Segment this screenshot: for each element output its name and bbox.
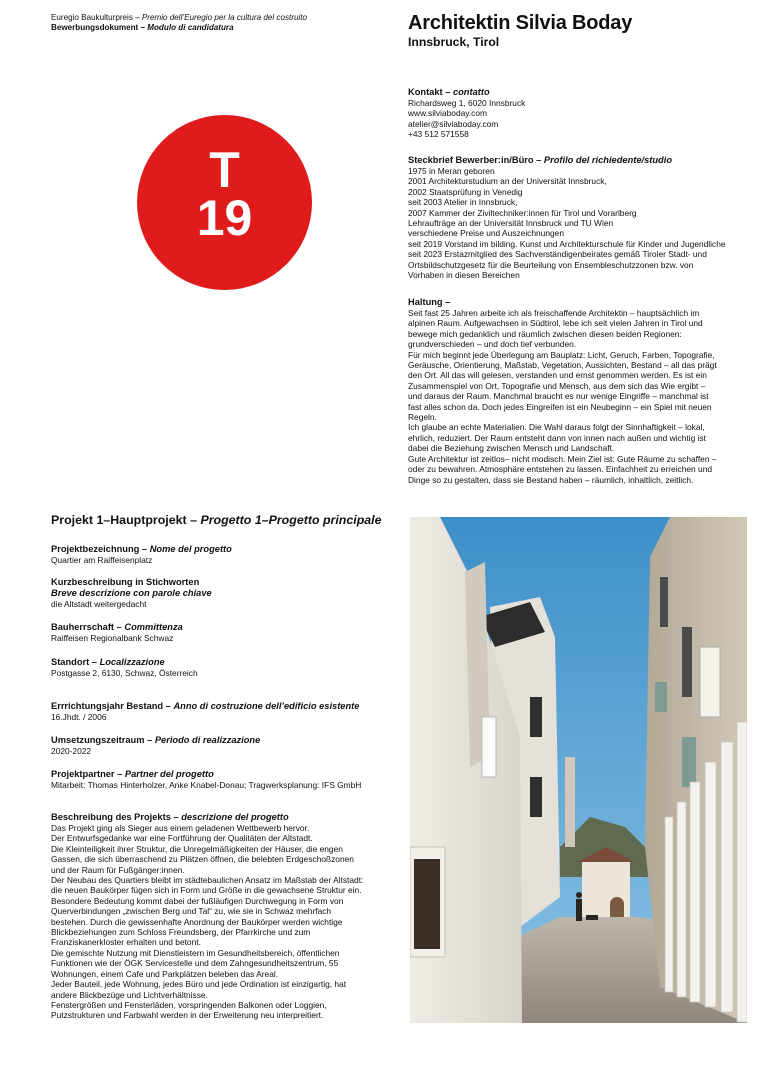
attitude-line: bewege mich gedanklich und räumlich zwischen diesen beiden Regionen: [408, 328, 682, 339]
description-line: Die gemischte Nutzung mit Dienstleistern im Gesundheitsbereich, öffentlichen [51, 947, 340, 958]
profile-line: 2007 Kammer der Ziviltechniker:innen für Tirol und Vorarlberg [408, 207, 637, 218]
description-line: Fenstergrößen und Fensterläden, vorspringenden Balkonen oder Loggien, [51, 999, 327, 1010]
attitude-heading: Haltung – [408, 297, 451, 307]
description-line: die neuen Baukörper fügen sich in Form und Größe in die gewachsene Struktur ein. [51, 885, 362, 896]
description-line: Franziskanerkloster erhalten und betont. [51, 937, 201, 948]
description-lines [51, 823, 401, 1021]
attitude-line: alpinen Raum. Aufgewachsen in Südtirol, lebe ich seit vielen Jahren in Tirol und [408, 318, 703, 329]
field-label-italian: Periodo di realizzazione [154, 735, 261, 745]
description-line: Blickbeziehungen zum Schloss Freundsberg, der Pfarrkirche und zum [51, 927, 311, 938]
award-name-italian: – Premio dell’Euregio per la cultura del costruito [135, 13, 307, 22]
field-value: Raiffeisen Regionalbank Schwaz [51, 633, 174, 643]
attitude-line: Zusammenspiel von Ort, Topografie und Mensch, aus dem sich das Wie ergibt – [408, 380, 706, 391]
description-line: Der Entwurfsgedanke war eine Fortführung der Qualitäten der Altstadt. [51, 833, 313, 844]
profile-line: 1975 in Meran geboren [408, 166, 495, 176]
award-line [51, 13, 381, 23]
profile-line: Lehraufträge an der Universität Innsbruck und TU Wien [408, 218, 614, 229]
contact-phone: +43 512 571558 [408, 129, 469, 140]
field-location [51, 657, 401, 678]
project-photo [410, 517, 747, 1023]
field-label-italian: Committenza [124, 622, 183, 632]
profile-lines [408, 166, 753, 280]
field-label-italian: descrizione del progetto [181, 812, 289, 822]
field-value: Quartier am Raiffeisenplatz [51, 555, 153, 565]
description-line: Der Neubau des Quartiers bleibt im städtebaulichen Ansatz im Maßstab der Altstadt: [51, 875, 364, 886]
field-label: Projektpartner – [51, 769, 123, 779]
field-value: 16.Jhdt. / 2006 [51, 712, 107, 722]
attitude-line: Ich glaube an echte Materialien. Die Wahl daraus folgt der Sinnhaftigkeit – lokal, [408, 422, 705, 433]
field-label: Umsetzungszeitraum – [51, 735, 153, 745]
header-left [51, 13, 381, 34]
field-label: Beschreibung des Projekts – [51, 812, 179, 822]
contact-website: www.silviaboday.com [408, 108, 487, 119]
field-value: 2020-2022 [51, 746, 92, 756]
profile-line: seit 2023 Erstazmitglied des Sachverständigenbeirates gemäß Tiroler Stadt- und [408, 249, 707, 260]
description-line: andere Blickbezüge und Lichtverhältnisse. [51, 989, 208, 1000]
attitude-line: grundverschieden – und doch tief verbunden. [408, 339, 577, 350]
contact-heading-de: Kontakt – [408, 87, 451, 97]
project-title-de: Projekt 1–Hauptprojekt – [51, 513, 197, 527]
profile-heading-it: Profilo del richiedente/studio [543, 155, 672, 165]
field-label: Errrichtungsjahr Bestand – [51, 701, 171, 711]
attitude-line: den Ort. All das will gelesen, verstanden und ernst genommen werden. Es ist ein [408, 370, 707, 381]
field-label: Projektbezeichnung – [51, 544, 148, 554]
document-type-line [51, 23, 381, 33]
attitude-line: und daraus der Raum. Manchmal braucht es nur wenige Eingriffe – manchmal ist [408, 391, 709, 402]
field-label-italian: Anno di costruzione dell’edificio esistente [173, 701, 360, 711]
field-label: Standort – [51, 657, 97, 667]
description-line: Das Projekt ging als Sieger aus einem geladenen Wettbewerb hervor. [51, 823, 310, 833]
description-line: Jeder Bauteil, jede Wohnung, jedes Büro und jede Ordination ist einzigartig, hat [51, 979, 347, 990]
profile-heading [408, 155, 753, 166]
attitude-line: Gute Architektur ist zeitlos– nicht modisch. Mein Ziel ist: Gute Räume zu schaffen – [408, 453, 717, 464]
attitude-line: Dinge so zu gestalten, dass sie Bestand haben – räumlich, inhaltlich, zeitlich. [408, 474, 694, 485]
description-line: Querverbindungen „zwischen Berg und Tal“ zu, wie sie in Schwaz mehrfach [51, 906, 332, 917]
header-right [408, 12, 748, 50]
field-project-description [51, 812, 401, 1021]
badge-number: 19 [196, 190, 253, 246]
attitude-section [408, 297, 753, 485]
profile-section [408, 155, 753, 280]
field-construction-year [51, 701, 401, 722]
field-short-description [51, 577, 401, 609]
profile-line: 2001 Architekturstudium an der Universität Innsbruck, [408, 176, 607, 187]
attitude-line: dabei die Beziehung zwischen Mensch und Landschaft. [408, 443, 615, 454]
contact-section [408, 87, 753, 140]
description-line: Funktionen wie der ÖGK Servicestelle und dem Zahngesundheitszentrum, 55 [51, 958, 339, 969]
attitude-line: Seit fast 25 Jahren arbeite ich als freischaffende Architektin – hauptsächlich im [408, 308, 700, 318]
field-label-italian: Partner del progetto [124, 769, 214, 779]
description-line: Die Kleinteiligkeit ihrer Struktur, die Unregelmäßigkeiten der Häuser, die engen [51, 843, 343, 854]
description-line: Wohnungen, einem Cafe und Parkplätzen beleben das Areal. [51, 968, 279, 979]
attitude-line: fast alles schon da. Doch jedes Eingreifen ist ein Neubeginn – ein Spiel mit neuen [408, 401, 712, 412]
page-subtitle: Innsbruck, Tirol [408, 35, 500, 49]
project-title [51, 513, 382, 528]
contact-lines [408, 98, 753, 140]
profile-line: seit 2003 Atelier in Innsbruck, [408, 197, 518, 208]
attitude-lines [408, 308, 753, 485]
field-label-italian: Nome del progetto [149, 544, 232, 554]
document-type: Bewerbungsdokument [51, 23, 139, 33]
attitude-line: ehrlich, reduziert. Der Raum entsteht dann von innen nach außen und wichtig ist [408, 432, 706, 443]
field-label-italian: Localizzazione [99, 657, 165, 667]
field-label: Bauherrschaft – [51, 622, 122, 632]
award-name: Euregio Baukulturpreis [51, 13, 133, 22]
description-line: Besondere Bedeutung kommt dabei der fußläufigen Durchwegung in Form von [51, 895, 344, 906]
field-value: Mitarbeit: Thomas Hinterholzer, Anke Knabel-Donau; Tragwerksplanung: IFS GmbH [51, 780, 362, 790]
attitude-line: Regeln. [408, 412, 437, 423]
field-label-italian: Breve descrizione con parole chiave [51, 588, 212, 598]
field-realization-period [51, 735, 401, 756]
profile-line: verschiedene Preise und Auszeichnungen [408, 228, 564, 239]
contact-heading-it: contatto [452, 87, 490, 97]
attitude-line: oder zu bewahren. Atmosphäre entstehen zu lassen. Einfachheit zu erreichen und [408, 464, 713, 475]
page-title: Architektin Silvia Boday [408, 12, 633, 34]
profile-line: Ortsbildschutzgesetz für die Beurteilung von Ensembleschutzzonen bzw. von [408, 259, 694, 270]
profile-line: 2002 Staatsprüfung in Venedig [408, 186, 523, 197]
description-line: bestehen. Durch die gewissenhafte Anordnung der Baukörper werden wichtige [51, 916, 343, 927]
attitude-line: Geräusche, Orientierung, Maßstab, Vegetation, Aussichten, Bestand – all das prägt [408, 360, 717, 371]
profile-heading-de: Steckbrief Bewerber:in/Büro – [408, 155, 542, 165]
contact-address: Richardsweg 1, 6020 Innsbruck [408, 98, 526, 108]
project-title-it: Progetto 1–Progetto principale [200, 513, 382, 527]
contact-email: atelier@silviaboday.com [408, 118, 499, 129]
description-line: und der Raum für Fußgänger:innen. [51, 864, 185, 875]
field-label: Kurzbeschreibung in Stichworten [51, 577, 200, 587]
field-value: die Altstadt weitergedacht [51, 599, 147, 609]
contact-heading [408, 87, 753, 98]
attitude-line: Für mich beginnt jede Überlegung am Bauplatz: Licht, Geruch, Farben, Topografie, [408, 349, 715, 360]
description-line: Putzstrukturen und Farbwahl werden in der Erweiterung neu interpreitiert. [51, 1010, 324, 1021]
document-type-italian: – Modulo di candidatura [140, 23, 234, 33]
description-line: Gassen, die sich überraschend zu Plätzen öffnen, die belebten Erdgeschoßzonen [51, 854, 354, 865]
field-value: Postgasse 2, 6130, Schwaz, Österreich [51, 668, 198, 678]
profile-line: seit 2019 Vorstand im bilding. Kunst und Architekturschule für Kinder und Jugendliche [408, 238, 726, 249]
badge-letter: T [209, 142, 240, 198]
field-client [51, 622, 401, 643]
field-project-partner [51, 769, 401, 790]
entry-badge [137, 115, 312, 290]
profile-line: Vorhaben in diesen Bereichen [408, 270, 520, 281]
field-project-name [51, 544, 401, 565]
